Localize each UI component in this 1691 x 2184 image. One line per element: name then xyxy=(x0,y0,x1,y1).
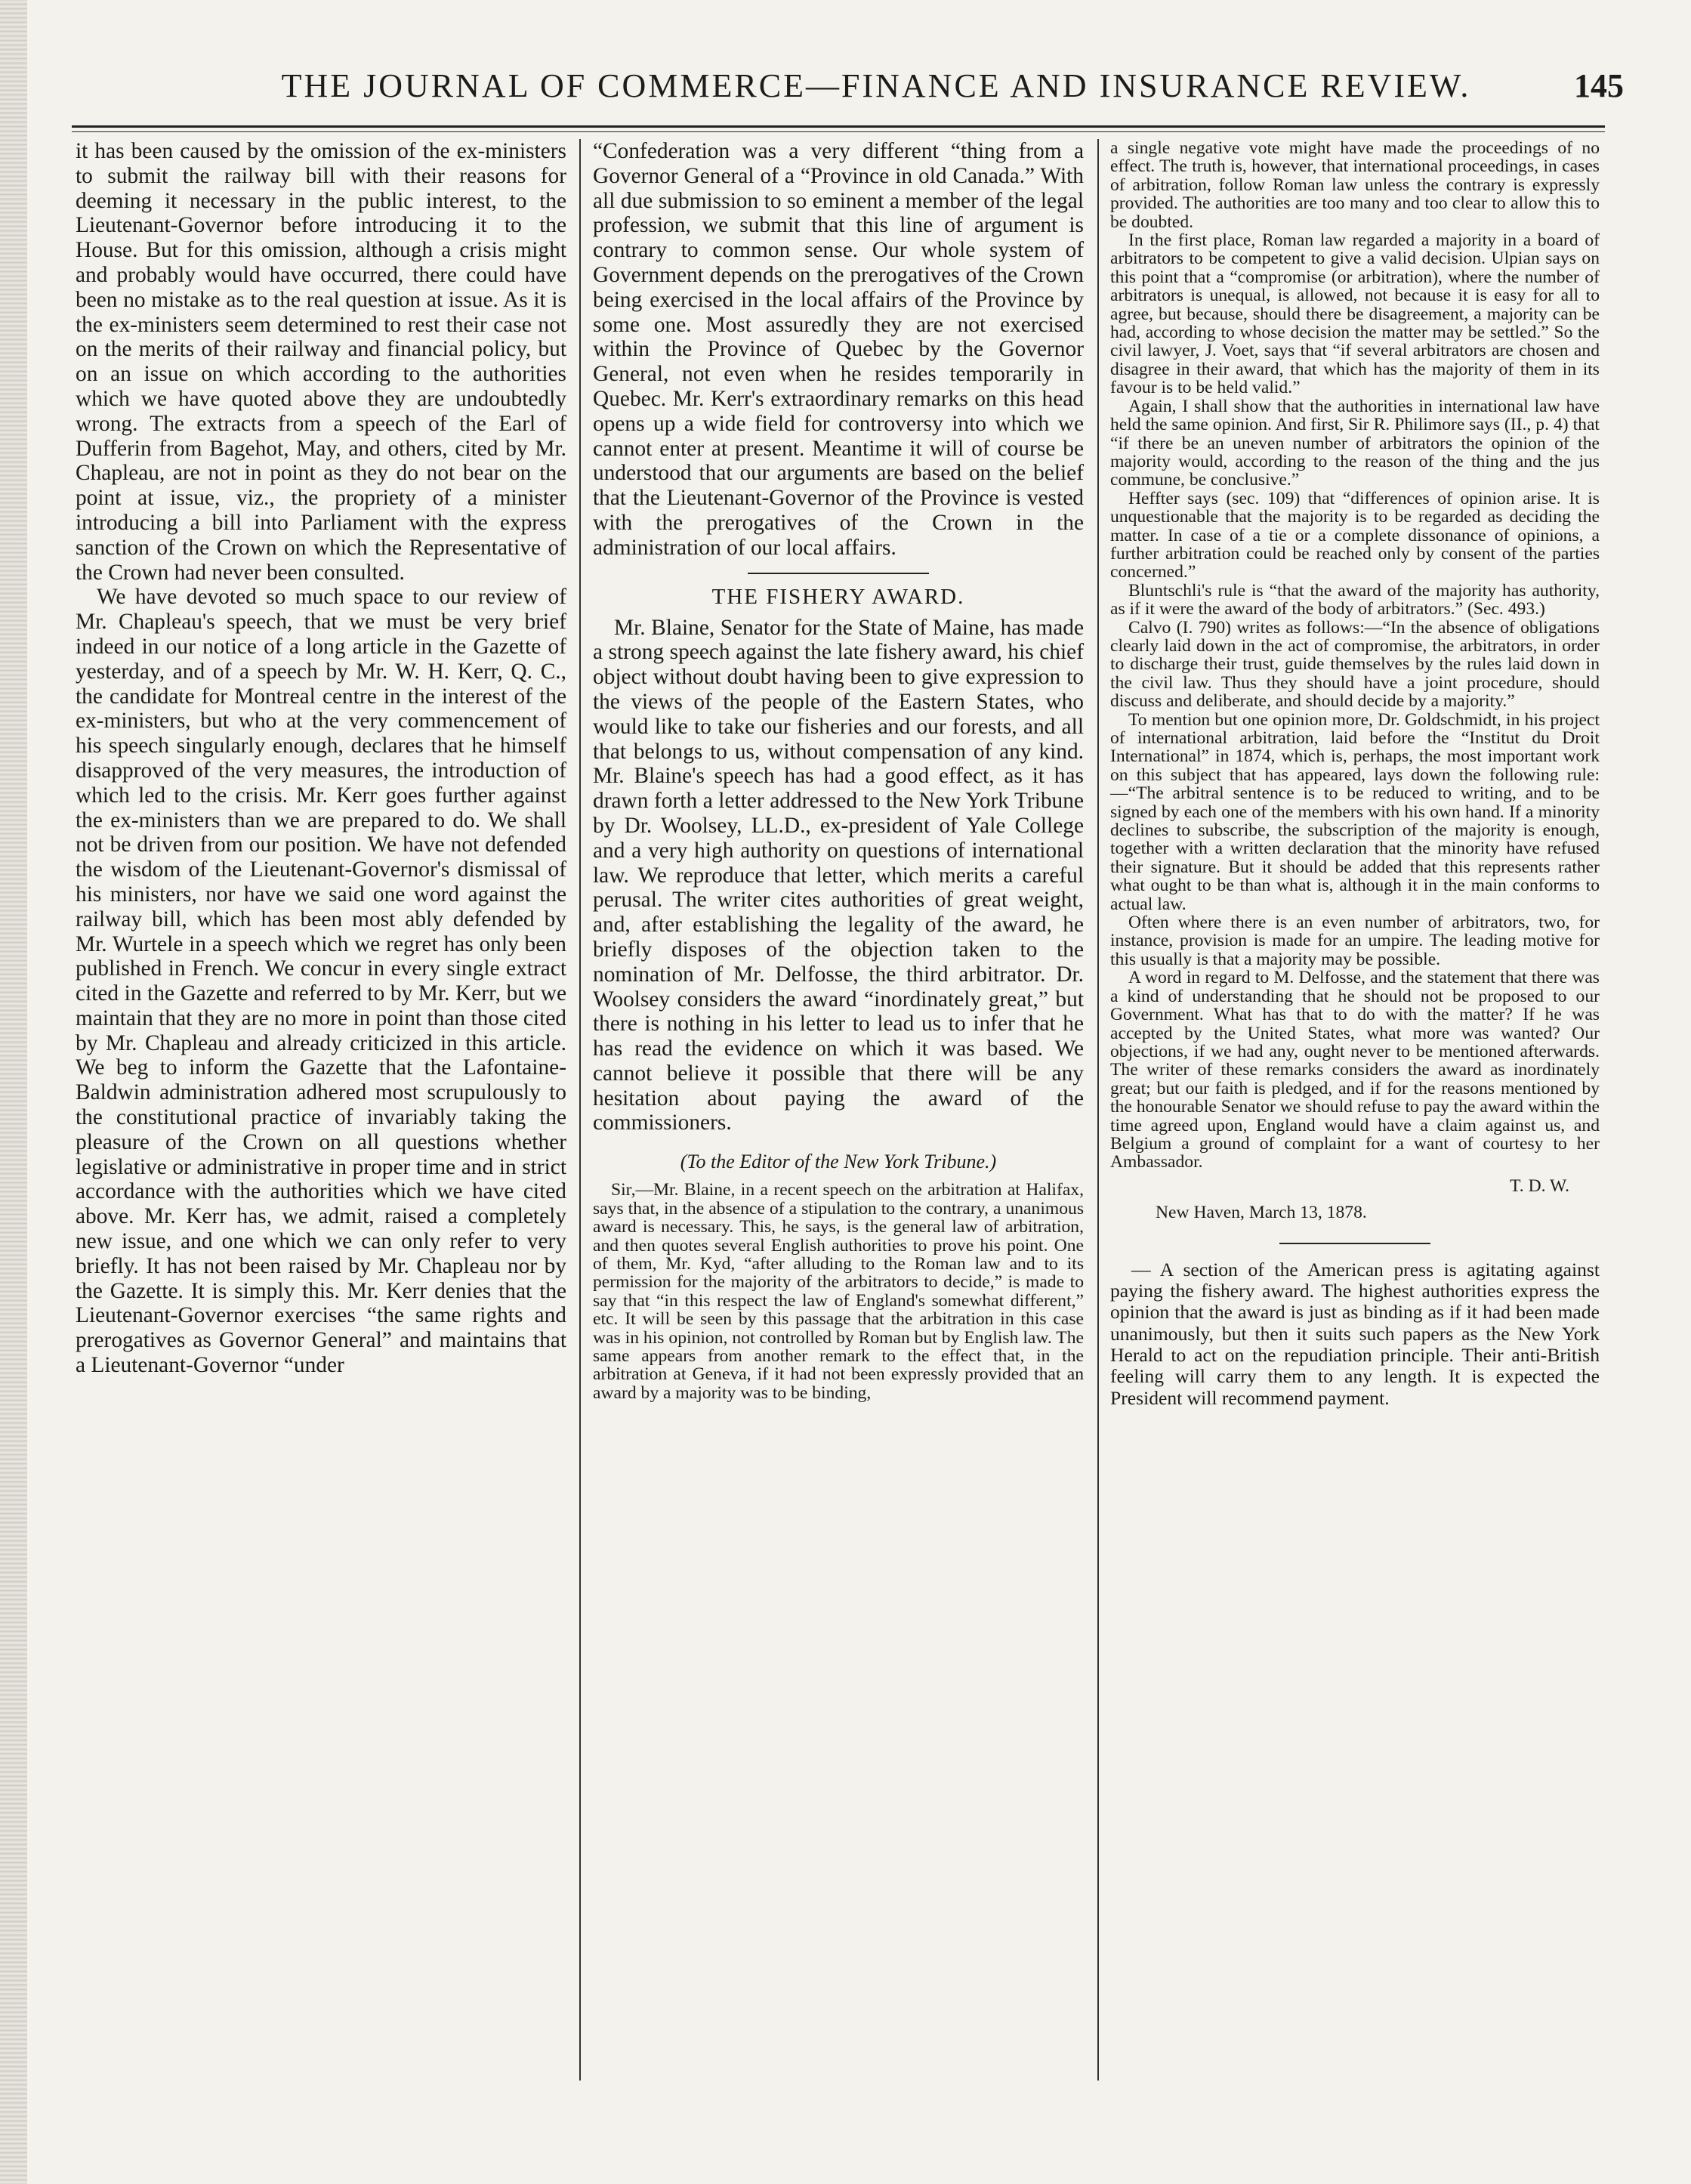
col1-paragraph-1: it has been caused by the omission of the ex-ministers to submit the railway bill with their reasons for deeming it necessary in the public interest, to the Lieutenant-Governor before introducing it to the House. But for this omission, although a crisis might and probably would have occurred, there could have been no mistake as to the real question at issue. As it is the ex-ministers seem determined to rest their case not on the merits of their railway and financial policy, but on an issue on which according to the authorities which we have quoted above they are undoubtedly wrong. The extracts from a speech of the Earl of Dufferin from Bagehot, May, and others, cited by Mr. Chapleau, are not in point as they do not bear on the point at issue, viz., the propriety of a minister introducing a bill into Parliament with the express sanction of the Crown on which the Representative of the Crown had never been consulted. xyxy=(76,139,566,585)
col2-paragraph-2: Mr. Blaine, Senator for the State of Maine, has made a strong speech against the late fishery award, his chief object without doubt having been to give expression to the views of the people of the Eastern States, who would like to take our fisheries and our forests, and all that belongs to us, without compensation of any kind. Mr. Blaine's speech has had a good effect, as it has drawn forth a letter addressed to the New York Tribune by Dr. Woolsey, LL.D., ex-president of Yale College and a very high authority on questions of international law. We reproduce that letter, which merits a careful perusal. The writer cites authorities of great weight, and, after establishing the legality of the award, he briefly disposes of the objection taken to the nomination of Mr. Delfosse, the third arbitrator. Dr. Woolsey considers the award “inordinately great,” but there is nothing in his letter to lead us to infer that he has read the evidence on which it was based. We cannot believe it possible that there will be any hesitation about paying the award of the commissioners. xyxy=(593,615,1084,1135)
col3-paragraph-8: Often where there is an even number of arbitrators, two, for instance, provision is made for an umpire. The leading motive for this usually is that a majority may be possible. xyxy=(1110,913,1600,969)
section-divider xyxy=(748,573,929,574)
article-heading: THE FISHERY AWARD. xyxy=(711,584,965,609)
column-3 xyxy=(1110,139,1600,1409)
col3-paragraph-2: In the first place, Roman law regarded a majority in a board of arbitrators to be competent to give a valid decision. Ulpian says on this point that a “compromise (or arbitration), where the number of arbitrators is unequal, is allowed, not because it is easy for all to agree, but because, should there be disagreement, a majority can be had, according to whose decision the matter may be settled.” So the civil lawyer, J. Voet, says that “if several arbitrators are chosen and disagree in their award, that which has the majority of them in its favour is to be held valid.” xyxy=(1110,230,1600,398)
page-number: 145 xyxy=(1574,67,1624,104)
col3-paragraph-5: Bluntschli's rule is “that the award of the majority has authority, as if it were the award of the body of arbitrators.” (Sec. 493.) xyxy=(1110,580,1600,619)
section-divider-2 xyxy=(1279,1243,1430,1244)
column-2 xyxy=(593,139,1084,1402)
page-binding-edge xyxy=(0,0,27,2184)
col1-paragraph-2: We have devoted so much space to our review of Mr. Chapleau's speech, that we must be very brief indeed in our notice of a long article in the Gazette of yesterday, and of a speech by Mr. W. H. Kerr, Q. C., the candidate for Montreal centre in the interest of the ex-ministers, but who at the very commencement of his speech singularly enough, declares that he himself disapproved of the very measures, the introduction of which led to the crisis. Mr. Kerr goes further against the ex-ministers than we are prepared to do. We shall not be driven from our position. We have not defended the wisdom of the Lieutenant-Governor's dismissal of his ministers, nor have we said one word against the railway bill, which has been most ably defended by Mr. Wurtele in a speech which we regret has only been published in French. We concur in every single extract cited in the Gazette and referred to by Mr. Kerr, but we maintain that they are no more in point than those cited by Mr. Chapleau and already criticized in this article. We beg to inform the Gazette that the Lafontaine-Baldwin administration adhered most scrupulously to the constitutional practice of invariably taking the pleasure of the Crown on all questions whether legislative or administrative in proper time and in strict accordance with the authorities which we have cited above. Mr. Kerr has, we admit, raised a completely new issue, and one which we can only refer to very briefly. It has not been raised by Mr. Chapleau nor by the Gazette. It is simply this. Mr. Kerr denies that the Lieutenant-Governor exercises “the same rights and prerogatives as Governor General” and maintains that a Lieutenant-Governor “under xyxy=(76,585,566,1378)
letter-signature: T. D. W. xyxy=(1510,1175,1569,1196)
col3-paragraph-3: Again, I shall show that the authorities in international law have held the same opinion. And first, Sir R. Philimore says (II., p. 4) that “if there be an uneven number of arbitrators the opinion of the majority would, according to the reason of the thing and the jus commune, be conclusive.” xyxy=(1110,396,1600,490)
column-divider-1 xyxy=(579,139,581,2081)
col2-paragraph-1: “Confederation was a very different “thing from a Governor General of a “Province in old Canada.” With all due submission to so eminent a member of the legal profession, we submit that this line of argument is contrary to common sense. Our whole system of Government depends on the prerogatives of the Crown being exercised in the local affairs of the Province by some one. Most assuredly they are not exercised within the Province of Quebec by the Governor General, not even when he resides temporarily in Quebec. Mr. Kerr's extraordinary remarks on this head opens up a wide field for controversy into which we cannot enter at present. Meantime it will of course be understood that our arguments are based on the belief that the Lieutenant-Governor of the Province is vested with the prerogatives of the Crown in the administration of our local affairs. xyxy=(593,139,1084,560)
col3-news-paragraph: — A section of the American press is agitating against paying the fishery award. The highest authorities express the opinion that the award is just as binding as if it had been made unanimously, but then it suits such papers as the New York Herald to act on the repudiation principle. Their anti-British feeling will carry them to any length. It is expected the President will recommend payment. xyxy=(1110,1258,1600,1409)
letter-dateline: New Haven, March 13, 1878. xyxy=(1156,1202,1367,1222)
header-rule xyxy=(72,125,1605,128)
col3-paragraph-4: Heffter says (sec. 109) that “differences of opinion arise. It is unquestionable that the majority is to be regarded as deciding the matter. In case of a tie or a complete dissonance of opinions, a further arbitration could be reached only by consent of the parties concerned.” xyxy=(1110,488,1600,582)
header-rule-thin xyxy=(72,131,1605,132)
col3-paragraph-6: Calvo (I. 790) writes as follows:—“In the absence of obligations clearly laid down in the act of compromise, the arbitrators, in order to discharge their trust, guide themselves by the rules laid down in the civil law. Thus they should have a joint procedure, should discuss and deliberate, and should decide by a majority.” xyxy=(1110,617,1600,712)
col3-paragraph-1: a single negative vote might have made the proceedings of no effect. The truth is, however, that international proceedings, in cases of arbitration, follow Roman law unless the contrary is expressly provided. The authorities are too many and too clear to allow this to be doubted. xyxy=(1110,138,1600,232)
column-1 xyxy=(76,139,566,1378)
letter-heading: (To the Editor of the New York Tribune.) xyxy=(680,1151,997,1173)
col3-paragraph-9: A word in regard to M. Delfosse, and the statement that there was a kind of understanding that he should not be proposed to our Government. What has that to do with the matter? If he was accepted by the United States, what more was wanted? Our objections, if we had any, ought never to be mentioned afterwards. The writer of these remarks considers the award as inordinately great; but our faith is pledged, and if for the reasons mentioned by the honourable Senator we should refuse to pay the award within the time agreed upon, England would have a claim against us, and Belgium a ground of complaint for a want of courtesy to her Ambassador. xyxy=(1110,968,1600,1172)
column-divider-2 xyxy=(1097,139,1099,2081)
page-header xyxy=(227,66,1639,112)
col3-paragraph-7: To mention but one opinion more, Dr. Goldschmidt, in his project of international arbitration, laid before the “Institut du Droit International” in 1874, which is, perhaps, the most important work on this subject that has appeared, lays down the following rule:—“The arbitral sentence is to be reduced to writing, and to be signed by each one of the members with his own hand. If a minority declines to subscribe, the subscription of the majority is enough, together with a written declaration that the minority have refused their signature. But it should be added that this represents rather what ought to be than what is, although it in the main conforms to actual law. xyxy=(1110,709,1600,914)
letter-paragraph-1: Sir,—Mr. Blaine, in a recent speech on the arbitration at Halifax, says that, in the absence of a stipulation to the contrary, a unanimous award is necessary. This, he says, is the general law of arbitration, and then quotes several English authorities to prove his point. One of them, Mr. Kyd, “after alluding to the Roman law and to its permission for the majority of the arbitrators to decide,” is made to say that “in this respect the law of England's somewhat different,” etc. It will be seen by this passage that the arbitration in this case was in his opinion, not controlled by Roman but by English law. The same appears from another remark to the effect that, in the arbitration at Geneva, if it had not been expressly provided that an award by a majority was to be binding, xyxy=(593,1180,1084,1403)
journal-title: THE JOURNAL OF COMMERCE—FINANCE AND INSURANCE REVIEW. xyxy=(281,67,1471,104)
